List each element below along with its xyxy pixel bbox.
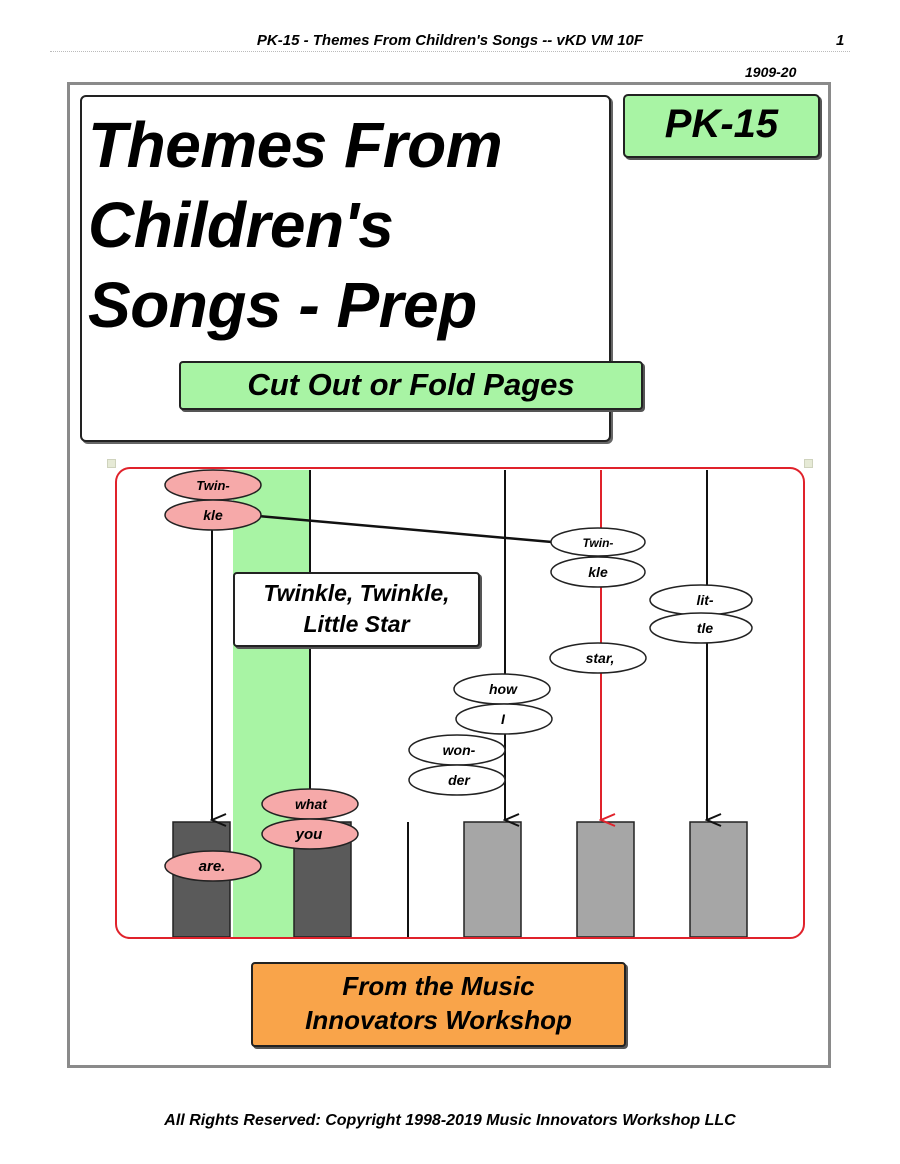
syllable — [551, 528, 645, 556]
bar-light-3 — [690, 822, 747, 937]
syllable-text: star, — [585, 650, 615, 666]
syllable — [650, 585, 752, 615]
song-title-line: Twinkle, Twinkle, — [263, 580, 450, 606]
syllable-text: you — [295, 826, 323, 843]
syllable-text: lit- — [696, 592, 714, 608]
copyright-notice: All Rights Reserved: Copyright 1998-2019 Music Innovators Workshop LLC — [164, 1112, 736, 1129]
syllable — [551, 557, 645, 587]
bar-light-1 — [464, 822, 521, 937]
running-title: PK-15 - Themes From Children's Songs -- vKD VM 10F — [256, 32, 644, 49]
syllable — [165, 470, 261, 500]
page-number: 1 — [836, 32, 845, 49]
syllable-text: I — [501, 711, 505, 727]
syllable-text: Twin- — [582, 536, 614, 550]
syllable — [262, 819, 358, 849]
syllable — [550, 643, 646, 673]
syllable-text: what — [295, 796, 327, 812]
syllable-text: tle — [696, 620, 714, 636]
bar-light-2 — [577, 822, 634, 937]
syllable-text: kle — [588, 564, 608, 580]
song-title-box — [233, 572, 480, 647]
cut-out-label: Cut Out or Fold Pages — [179, 361, 643, 410]
syllable-text: are. — [198, 858, 226, 875]
syllable — [165, 500, 261, 530]
syllable — [409, 765, 505, 795]
syllable-text: Twin- — [196, 478, 230, 493]
org-box — [251, 962, 626, 1047]
syllable — [456, 704, 552, 734]
syllable — [165, 851, 261, 881]
title-line: Children's — [88, 189, 394, 261]
syllable-text: how — [489, 681, 517, 697]
syllable — [650, 613, 752, 643]
product-code-badge: PK-15 — [623, 94, 820, 158]
syllable — [262, 789, 358, 819]
date-code: 1909-20 — [745, 64, 797, 80]
song-title-line: Little Star — [303, 611, 410, 637]
syllable — [409, 735, 505, 765]
syllable — [454, 674, 550, 704]
title-line: Songs - Prep — [88, 269, 477, 341]
syllable-text: kle — [203, 507, 223, 523]
org-line: Innovators Workshop — [305, 1005, 572, 1035]
syllable-text: won- — [442, 742, 476, 758]
org-line: From the Music — [342, 971, 535, 1001]
syllable-text: der — [448, 772, 470, 788]
title-line: Themes From — [88, 109, 503, 181]
